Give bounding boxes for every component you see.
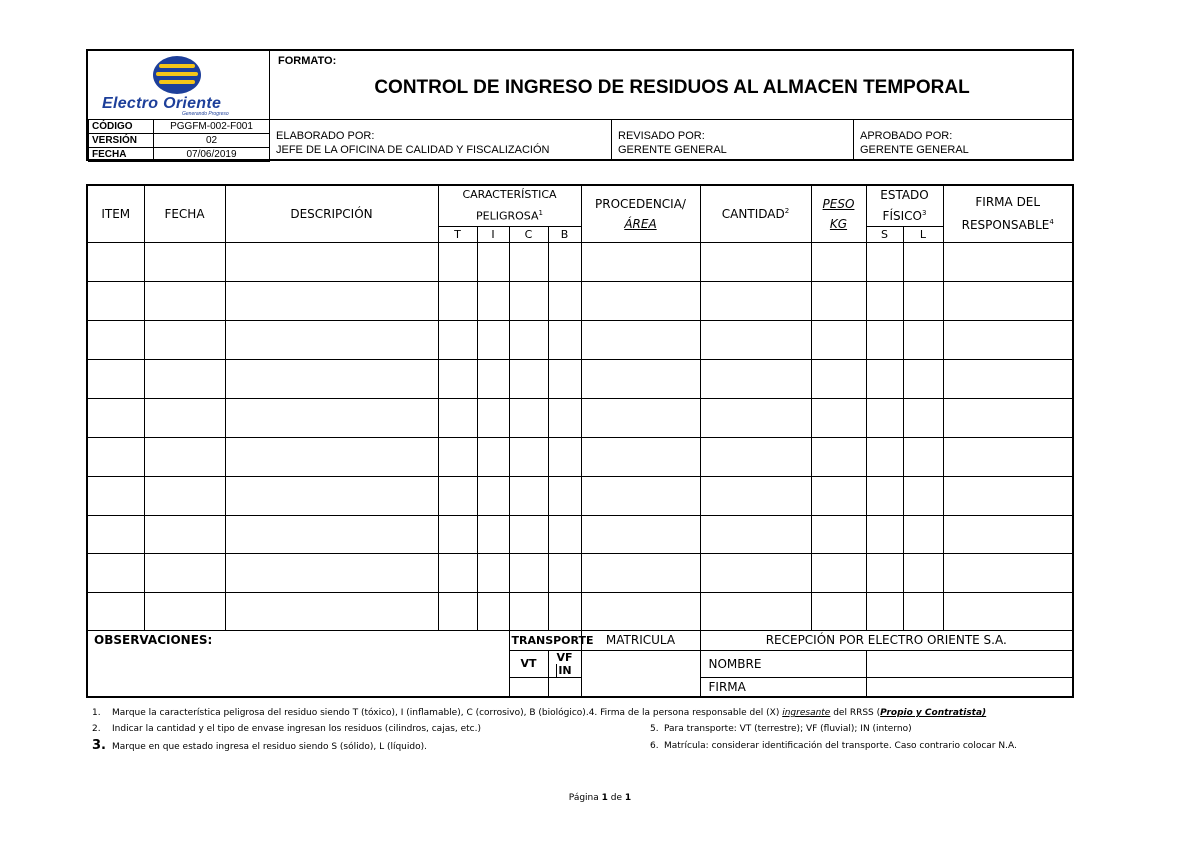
firma-line2: RESPONSABLE [961,218,1050,233]
divider [611,119,612,161]
table-cell[interactable] [87,592,144,630]
page-title: CONTROL DE INGRESO DE RESIDUOS AL ALMACEN TEMPORAL [374,77,970,98]
table-cell[interactable] [700,476,811,515]
col-header-item: ITEM [87,185,144,242]
table-cell[interactable] [903,553,943,592]
firma-label: FIRMA [700,677,866,697]
table-cell[interactable] [903,476,943,515]
col-header-fecha: FECHA [144,185,225,242]
table-cell[interactable] [811,281,866,320]
table-cell[interactable] [87,553,144,592]
aprobado-value: GERENTE GENERAL [860,144,969,156]
table-cell[interactable] [548,242,581,281]
table-cell[interactable] [548,553,581,592]
table-cell[interactable] [438,398,477,437]
table-cell[interactable] [87,398,144,437]
footnote-text: Indicar la cantidad y el tipo de envase ingresan los residuos (cilindros, cajas, etc.) [112,724,482,734]
table-cell[interactable] [811,320,866,359]
transporte-vf-in-field[interactable] [548,677,581,697]
divider [269,51,270,161]
table-cell[interactable] [581,281,700,320]
table-cell[interactable] [438,359,477,398]
caracteristica-line2: PELIGROSA [476,209,539,223]
table-cell[interactable] [943,476,1073,515]
table-row [87,281,1073,320]
table-cell[interactable] [700,592,811,630]
aprobado-label: APROBADO POR: [860,130,953,142]
page-current: 1 [601,793,608,803]
table-cell[interactable] [866,515,903,553]
table-cell[interactable] [811,476,866,515]
table-cell[interactable] [509,242,548,281]
peso-line2: KG [829,216,848,231]
table-cell[interactable] [943,592,1073,630]
table-cell[interactable] [144,242,225,281]
table-cell[interactable] [477,359,509,398]
table-cell[interactable] [548,476,581,515]
procedencia-line1: PROCEDENCIA/ [595,196,686,211]
footnote-number: 3. [92,738,106,753]
table-row [87,320,1073,359]
page-label: Página [568,793,599,803]
meta-value: 07/06/2019 [154,148,270,162]
transporte-vf-in [548,650,581,677]
divider [270,119,1074,120]
table-cell[interactable] [144,281,225,320]
footnote-6 [650,741,1017,751]
table-cell[interactable] [811,437,866,476]
footnote-number: 6. [650,741,659,751]
col-header-descripcion: DESCRIPCIÓN [225,185,438,242]
observaciones-field[interactable]: OBSERVACIONES: [87,630,509,697]
footnote-ref: 3 [921,209,927,218]
matricula-field[interactable] [581,650,700,697]
table-cell[interactable] [866,476,903,515]
table-cell[interactable] [700,242,811,281]
sub-header-b: B [548,226,581,242]
table-cell[interactable] [225,320,438,359]
table-row [87,476,1073,515]
table-cell[interactable] [548,437,581,476]
footnote-ref: 2 [784,206,790,215]
table-cell[interactable] [144,515,225,553]
table-row [87,553,1073,592]
table-cell[interactable] [811,242,866,281]
table-cell[interactable] [903,437,943,476]
table-cell[interactable] [581,476,700,515]
elaborado-block [276,129,549,157]
sub-header-i: I [477,226,509,242]
footnote-number: 5. [650,724,659,734]
table-cell[interactable] [509,592,548,630]
col-header-firma [943,185,1073,242]
footnote-3 [92,738,427,753]
transporte-vt: VT [509,650,548,677]
table-cell[interactable] [477,398,509,437]
table-cell[interactable] [943,281,1073,320]
table-cell[interactable] [811,398,866,437]
table-row [87,359,1073,398]
elaborado-label: ELABORADO POR: [276,130,375,142]
footnote-text: Matrícula: considerar identificación del transporte. Caso contrario colocar N.A. [664,741,1017,751]
table-cell[interactable] [903,359,943,398]
table-cell[interactable] [548,398,581,437]
table-cell[interactable] [943,320,1073,359]
table-cell[interactable] [581,553,700,592]
table-cell[interactable] [903,398,943,437]
table-cell[interactable] [225,281,438,320]
table-cell[interactable] [700,359,811,398]
meta-key: FECHA [89,148,154,162]
elaborado-value: JEFE DE LA OFICINA DE CALIDAD Y FISCALIZACIÓN [276,144,550,156]
table-cell[interactable] [581,592,700,630]
table-body [87,242,1073,630]
aprobado-block [860,129,969,157]
revisado-block [618,129,727,157]
table-cell[interactable] [548,359,581,398]
table-cell[interactable] [144,320,225,359]
footnote-number: 1. [92,708,101,718]
table-cell[interactable] [438,476,477,515]
table-cell[interactable] [943,398,1073,437]
table-cell[interactable] [866,359,903,398]
sub-header-s: S [866,226,903,242]
col-header-procedencia [581,185,700,242]
footnote-text: Firma de la persona responsable del (X) [600,708,783,718]
table-cell[interactable] [866,553,903,592]
table-cell[interactable] [903,242,943,281]
table-cell[interactable] [144,476,225,515]
table-cell[interactable] [225,398,438,437]
matricula-header: MATRICULA [581,630,700,650]
col-header-estado [866,185,943,226]
table-cell[interactable] [866,242,903,281]
revisado-label: REVISADO POR: [618,130,705,142]
table-cell[interactable] [477,476,509,515]
meta-value: PGGFM-002-F001 [154,120,270,134]
cantidad-label: CANTIDAD [721,206,785,221]
table-cell[interactable] [811,592,866,630]
table-cell[interactable] [509,359,548,398]
sub-header-c: C [509,226,548,242]
table-cell[interactable] [438,553,477,592]
table-cell[interactable] [225,359,438,398]
table-row [87,437,1073,476]
footnote-text: del RRSS ( [830,708,881,718]
table-cell[interactable] [700,281,811,320]
table-cell[interactable] [509,281,548,320]
table-cell[interactable] [477,592,509,630]
table-cell[interactable] [144,359,225,398]
table-cell[interactable] [87,281,144,320]
table-cell[interactable] [581,437,700,476]
table-cell[interactable] [477,553,509,592]
firma-field[interactable] [866,677,1073,697]
table-cell[interactable] [225,476,438,515]
footnote-ref: 1 [538,209,543,217]
footnote-text: Marque en que estado ingresa el residuo siendo S (sólido), L (líquido). [112,742,427,752]
table-cell[interactable] [87,359,144,398]
table-cell[interactable] [866,437,903,476]
col-header-peso [811,185,866,242]
table-cell[interactable] [477,242,509,281]
table-cell[interactable] [225,437,438,476]
footnote-text: Para transporte: VT (terrestre); VF (fluvial); IN (interno) [664,724,912,734]
table-cell[interactable] [438,437,477,476]
table-cell[interactable] [548,515,581,553]
divider [853,119,854,161]
firma-line1: FIRMA DEL [975,195,1041,210]
logo-brand: Electro Oriente [102,95,222,112]
footnote-emphasis: Propio y Contratista) [880,708,987,718]
recepcion-header: RECEPCIÓN POR ELECTRO ORIENTE S.A. [700,630,1073,650]
footnote-ref: 4 [1049,218,1054,227]
table-cell[interactable] [581,242,700,281]
estado-line1: ESTADO [880,188,929,203]
table-row [87,592,1073,630]
meta-key: VERSIÓN [89,134,154,148]
footnote-2 [92,724,481,734]
table-cell[interactable] [87,437,144,476]
page-of: de [610,793,623,803]
table-cell[interactable] [903,592,943,630]
company-logo [88,51,270,119]
sub-header-t: T [438,226,477,242]
table-cell[interactable] [866,592,903,630]
table-cell[interactable] [144,437,225,476]
table-cell[interactable] [144,398,225,437]
table-cell[interactable] [811,553,866,592]
table-cell[interactable] [509,553,548,592]
nombre-label: NOMBRE [700,650,866,677]
table-cell[interactable] [477,281,509,320]
revisado-value: GERENTE GENERAL [618,144,727,156]
table-cell[interactable] [581,398,700,437]
table-cell[interactable] [943,515,1073,553]
table-cell[interactable] [225,592,438,630]
table-cell[interactable] [144,592,225,630]
table-cell[interactable] [509,437,548,476]
transporte-in: IN [556,664,573,677]
transporte-vf: VF [556,650,573,664]
format-label: FORMATO: [278,55,337,67]
table-cell[interactable] [943,359,1073,398]
footnote-5 [650,724,912,734]
table-cell[interactable] [144,553,225,592]
document-meta [88,119,270,162]
page-number [0,793,1200,803]
table-cell[interactable] [477,437,509,476]
table-cell[interactable] [548,281,581,320]
residuos-table [86,184,1074,698]
table-cell[interactable] [225,553,438,592]
table-cell[interactable] [87,242,144,281]
nombre-field[interactable] [866,650,1073,677]
table-cell[interactable] [866,320,903,359]
footnote-number: 2. [92,724,101,734]
logo-tagline: Generando Progreso [182,111,229,117]
table-cell[interactable] [548,320,581,359]
table-cell[interactable] [509,398,548,437]
table-row [87,515,1073,553]
table-cell[interactable] [548,592,581,630]
table-cell[interactable] [903,281,943,320]
table-cell[interactable] [700,437,811,476]
table-row [87,398,1073,437]
procedencia-line2: ÁREA [624,216,657,231]
table-cell[interactable] [225,515,438,553]
meta-key: CÓDIGO [89,120,154,134]
table-cell[interactable] [438,281,477,320]
caracteristica-line1: CARACTERÍSTICA [462,188,557,201]
table-cell[interactable] [509,515,548,553]
table-cell[interactable] [700,398,811,437]
transporte-header: TRANSPORTE [509,630,581,650]
table-cell[interactable] [438,592,477,630]
peso-line1: PESO [822,196,855,211]
table-cell[interactable] [700,515,811,553]
footnote-emphasis: ingresante [782,708,831,718]
table-cell[interactable] [225,242,438,281]
document-header [86,49,1074,161]
table-cell[interactable] [943,242,1073,281]
page-total: 1 [624,793,632,803]
table-cell[interactable] [87,515,144,553]
table-cell[interactable] [438,515,477,553]
table-cell[interactable] [87,320,144,359]
meta-value: 02 [154,134,270,148]
table-cell[interactable] [943,553,1073,592]
table-cell[interactable] [903,515,943,553]
table-cell[interactable] [866,398,903,437]
table-cell[interactable] [581,515,700,553]
table-cell[interactable] [87,476,144,515]
table-cell[interactable] [943,437,1073,476]
table-cell[interactable] [509,476,548,515]
footnote-1 [92,708,986,718]
col-header-caracteristica [438,185,581,226]
col-header-cantidad [700,185,811,242]
table-cell[interactable] [903,320,943,359]
footnote-text: Marque la característica peligrosa del residuo siendo T (tóxico), I (inflamable), C (corrosivo), B (biológico). [112,708,589,718]
table-cell[interactable] [477,320,509,359]
table-cell[interactable] [700,320,811,359]
footnote-number: 4. [588,708,598,718]
table-cell[interactable] [477,515,509,553]
table-cell[interactable] [438,242,477,281]
estado-line2: FÍSICO [882,209,922,224]
table-cell[interactable] [700,553,811,592]
table-cell[interactable] [509,320,548,359]
sub-header-l: L [903,226,943,242]
transporte-vt-field[interactable] [509,677,548,697]
table-cell[interactable] [811,359,866,398]
table-cell[interactable] [866,281,903,320]
table-cell[interactable] [581,359,700,398]
table-cell[interactable] [581,320,700,359]
table-row [87,242,1073,281]
table-cell[interactable] [438,320,477,359]
table-cell[interactable] [811,515,866,553]
